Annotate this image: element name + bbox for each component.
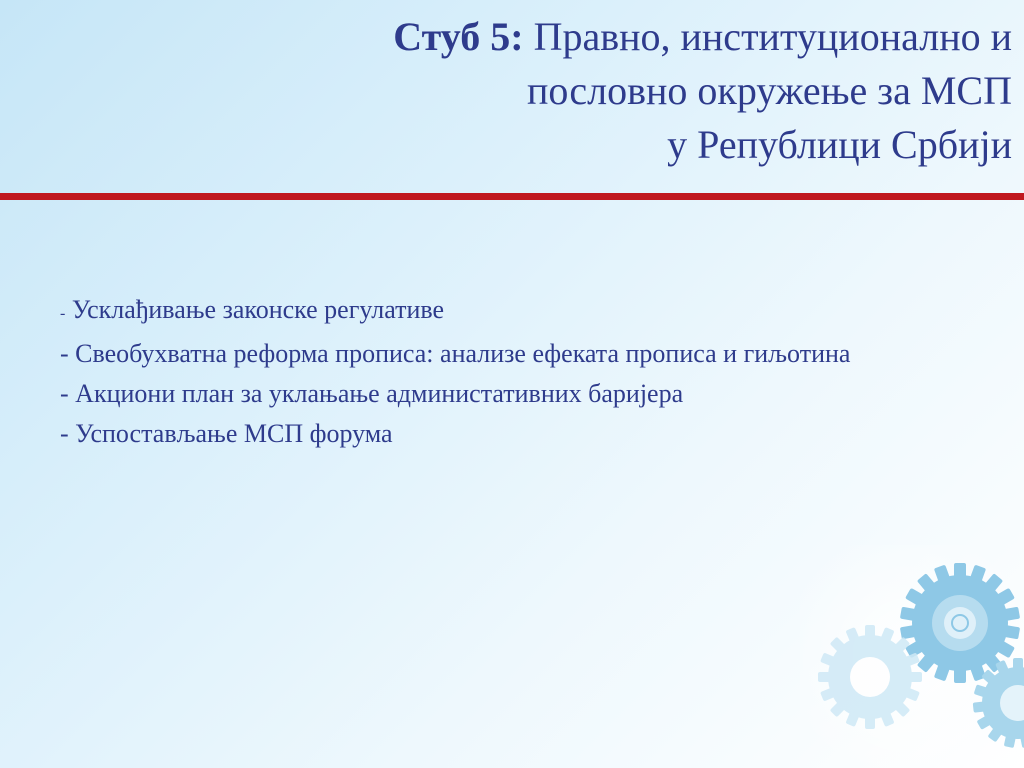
slide-title bbox=[112, 10, 1012, 172]
bullet-item-2 bbox=[60, 334, 980, 374]
bullet-text: Успостављање МСП форума bbox=[68, 419, 393, 448]
bullet-text: Свеобухватна реформа прописа: анализе ефеката прописа и гиљотина bbox=[68, 339, 851, 368]
bullet-item-1 bbox=[60, 290, 980, 334]
title-line-1-rest: Правно, институционално и bbox=[523, 14, 1012, 59]
bullet-dash: - bbox=[60, 305, 66, 322]
bullet-dash: - bbox=[60, 339, 69, 368]
gear-medium bbox=[818, 625, 922, 729]
red-divider bbox=[0, 193, 1024, 200]
bullet-dash: - bbox=[60, 379, 69, 408]
title-bold-prefix: Стуб 5: bbox=[393, 14, 524, 59]
bullet-text: Усклађивање законске регулативе bbox=[65, 295, 445, 324]
bullet-item-3 bbox=[60, 374, 980, 414]
title-line-3: у Републици Србији bbox=[667, 122, 1012, 167]
gears-icon bbox=[800, 545, 1024, 768]
bullet-item-4 bbox=[60, 414, 980, 454]
title-line-1 bbox=[112, 10, 1012, 64]
bullet-list bbox=[60, 290, 980, 454]
bullet-dash: - bbox=[60, 419, 69, 448]
bullet-text: Акциони план за уклањање администативних баријера bbox=[68, 379, 684, 408]
title-line-2: пословно окружење за МСП bbox=[526, 68, 1012, 113]
